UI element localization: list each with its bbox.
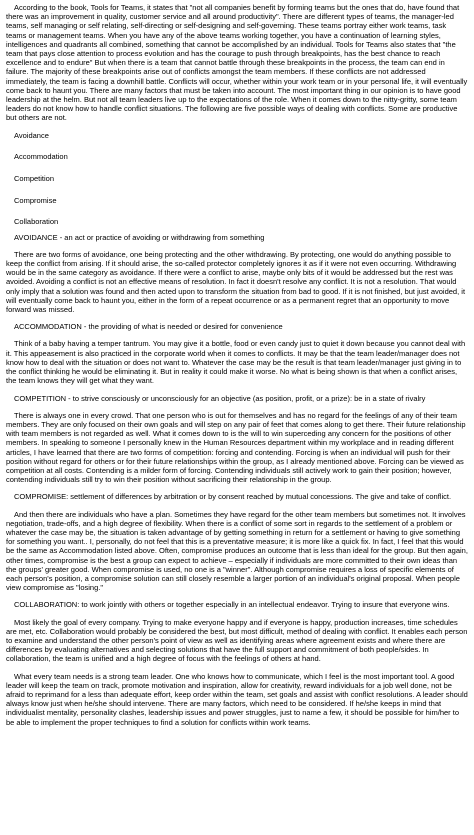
conflict-methods-list: [6, 131, 468, 227]
competition-paragraph: There is always one in every crowd. That one person who is out for themselves and has no regard for the feelings of any of their team members. They are only focused on their own goals and will step on any pair of feet that comes along to get there. Their future relationship with team members is not regarded as well. What it comes down to is the will to win superceding any concern for the positions of other members. In speaking to someone I personally knew in the Human Resources department within my workplace and in reading different articles, I have learned that there are two forms of competition: forcing and contending. Forcing is when an individual will push for their position without regard for others or for their future relationships within the group, as I already mentioned above. Forcing can be viewed as competition at all costs. Contending is a milder form of forcing. Contending individuals still actively work to gain their position; however, contending individuals still try to win their position without sacrificing their relationship in the group.: [6, 410, 466, 485]
list-item: Avoidance: [14, 130, 49, 140]
list-item: Compromise: [14, 195, 57, 205]
avoidance-definition: AVOIDANCE - an act or practice of avoiding or withdrawing from something: [14, 232, 265, 242]
avoidance-paragraph: There are two forms of avoidance, one being protecting and the other withdrawing. By protecting, one would do anything possible to keep the conflict from arising. If it should arise, the so-called protector completely ignores it as if it were not even occurring. Withdrawing would be in the same category as avoidance. If there were a conflict to arise, maybe only bits of it would be addressed but the rest was avoided. Avoiding a conflict is not an effective means of resolution. In fact it doesn't resolve any conflict. It is not a resolution. That would only imply that a solution was found and then acted upon to transform the situation from bad to good. If it is not finished, but just avoided, it will eventually come back to haunt you, either in the form of a repeat occurrence or as a permanent regret that an opportunity to move forward was missed.: [6, 249, 466, 315]
collaboration-definition: COLLABORATION: to work jointly with others or together especially in an intellectual endeavor. Trying to insure that everyone wins.: [14, 600, 450, 610]
accommodation-definition: ACCOMMODATION - the providing of what is needed or desired for convenience: [14, 322, 283, 332]
list-item: Competition: [14, 174, 55, 184]
accommodation-paragraph: Think of a baby having a temper tantrum. You may give it a bottle, food or even candy just to quiet it down because you cannot deal with it. This appeasement is also practiced in the corporate world when it comes to conflicts. It may be that the team leader/manager does not know how to deal with the situation or does not want to. Whatever the case may be the result is that team leader/manager just giving in to the conflict thinking he would be eliminating it. But in reality it could make it worse. No what is being shown is that when a conflict arises, the team knows they will get what they want.: [6, 339, 466, 386]
list-item: Collaboration: [14, 217, 59, 227]
compromise-paragraph: And then there are individuals who have a plan. Sometimes they have regard for the other team members but sometimes not. It involves negotiation, trade-offs, and a high degree of flexibility. When there is a conflict of some sort in regards to the settlement of a problem or whatever the case may be, the situation is taken advantage of by getting something in return for a settlement or having to give something for something you want.. I, personally, do not feel that this is a preventative measure; it is more like a quick fix. In fact, I feel that this would be the same as Accommodation listed above. Often, compromise produces an outcome that is less than ideal for the group. But then again, other times, compromise is the best a group can expect to achieve – especially if individuals are more committed to their own ideas than the groups' greater good. When compromise is used, no one is a "winner". Although compromise requires a loss of specific elements of each person's position, a compromise solution can still closely resemble a larger portion of an individual's original proposal. When people view compromise as "losing.": [6, 509, 468, 593]
closing-paragraph: What every team needs is a strong team leader. One who knows how to communicate, which I feel is the most important tool. A good leader will keep the team on track, promote motivation and inspiration, allow for creativity, reward individuals for a job well done, not be afraid to reprimand for a less than adequate effort, keep order within the team, set goals and assist with conflict resolutions. A leader should always know just when he/she should intervene. There are many factors, which need to be considered. If he/she keeps in mind that individualist mentality, personality clashes, leadership issues and power struggles, just to name a few, it should be possible for him/her to be able to implement the proper techniques to find a solution for conflicts within work teams.: [6, 671, 468, 727]
compromise-definition: COMPROMISE: settlement of differences by arbitration or by consent reached by mutual concessions. The give and take of conflict.: [14, 492, 452, 502]
list-item: Accommodation: [14, 152, 68, 162]
competition-definition: COMPETITION - to strive consciously or unconsciously for an objective (as position, profit, or a prize): be in a state of rivalry: [14, 393, 426, 403]
collaboration-paragraph: Most likely the goal of every company. Trying to make everyone happy and if everyone is happy, production increases, time schedules are met, etc. Collaboration would probably be considered the best, but most difficult, method of dealing with conflict. It enables each person to examine and understand the other person's point of view as well as identifying areas where agreement exists and where there are differences by evaluating alternatives and selecting solutions that have the full support and commitment of both people/sides. In collaboration, the team is unified and a high degree of focus with the feelings of others at hand.: [6, 617, 468, 664]
intro-paragraph: According to the book, Tools for Teams, it states that "not all companies benefit by forming teams but the ones that do, have found that there was an improvement in quality, customer service and all around productivity". There are different types of teams, the manager-led teams, self managing or self relating, self-directing or self-designing and self-governing. These teams portray either work teams, task teams or management teams. When you have any of the above teams working together, you have a continuation of learning styles, intelligences and quadrants all combined, something that cannot be accomplished by an individual. Tools for Teams also states that "the team that pays close attention to process evolution and has the courage to push through breakpoints, has the best chance to reach excellence and to endure" But when there is a team that cannot battle through these breakpoints in the process, the team can end in failure. The majority of these breakpoints arise out of conflicts amongst the team members. If these conflicts are not addressed immediately, the team is facing a downhill battle. Conflicts will occur, whether within your work team or in your personal life, it will eventually come back to haunt you. There are many factors that must be taken into account. The most important thing in our opinion is to have good leadership at the helm. But not all team leaders live up to the expectations of the role. When it comes down to the nitty-gritty, some team leaders do not know how to handle conflict situations. The following are five possible ways of dealing with conflicts. Some are productive but others are not.: [6, 3, 468, 123]
